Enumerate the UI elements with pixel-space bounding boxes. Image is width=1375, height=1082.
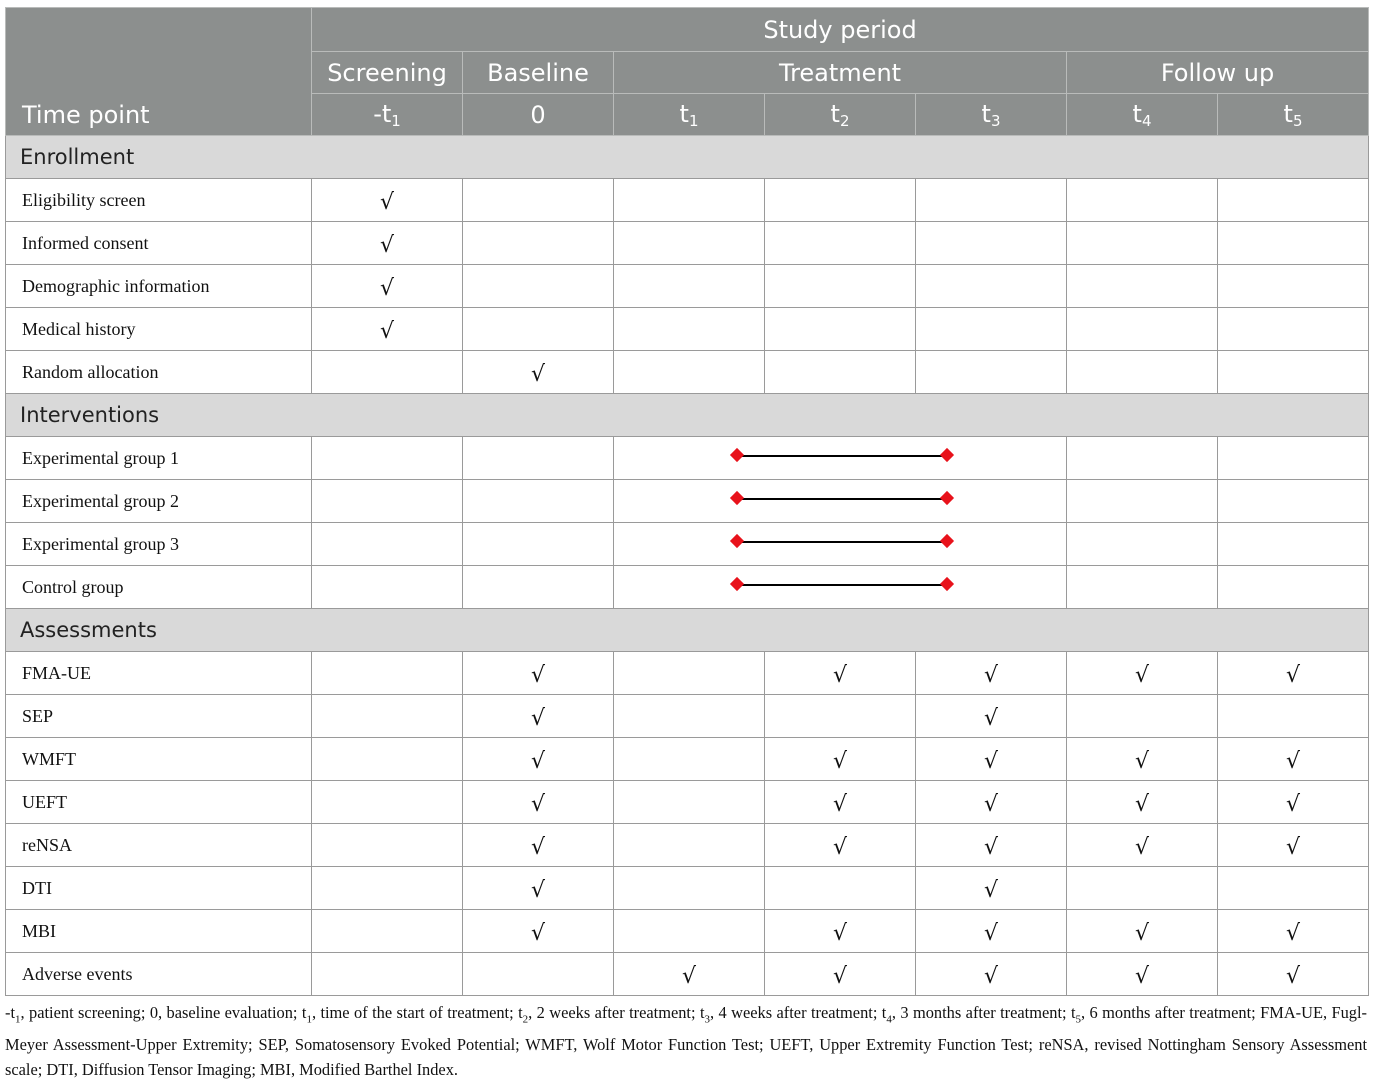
span-start-diamond-icon [730,534,744,548]
schedule-cell [1067,738,1218,781]
section-assessments [6,609,1369,652]
row-label: Control group [6,566,312,609]
schedule-cell [1218,824,1369,867]
table-row [6,781,1369,824]
schedule-cell [463,480,614,523]
time-point-label: t [1132,99,1142,128]
schedule-cell [1067,867,1218,910]
time-point-label: -t [373,99,392,128]
check-mark-icon: √ [530,877,546,903]
schedule-cell [1218,179,1369,222]
time-point-header: Time point [6,8,312,136]
check-mark-icon: √ [983,748,999,774]
schedule-cell [463,824,614,867]
row-label: MBI [6,910,312,953]
schedule-cell [312,781,463,824]
footnote-subscript: 3 [704,1013,710,1026]
check-mark-icon: √ [983,920,999,946]
schedule-cell [765,867,916,910]
table-row [6,953,1369,996]
schedule-cell [312,308,463,351]
table-row [6,265,1369,308]
schedule-cell [1067,652,1218,695]
table-row [6,738,1369,781]
footnote-text: , time of the start of treatment; t [311,1003,523,1022]
span-start-diamond-icon [730,448,744,462]
schedule-cell [916,265,1067,308]
schedule-cell [312,566,463,609]
schedule-cell [463,910,614,953]
table-row [6,566,1369,609]
table-row [6,308,1369,351]
schedule-cell [1067,265,1218,308]
time-point-col-5 [1067,94,1218,136]
schedule-cell [614,867,765,910]
schedule-cell [916,652,1067,695]
schedule-cell [614,351,765,394]
check-mark-icon: √ [832,920,848,946]
check-mark-icon: √ [379,318,395,344]
row-label: Informed consent [6,222,312,265]
schedule-cell [312,265,463,308]
footnote-text: , 4 weeks after treatment; t [710,1003,887,1022]
check-mark-icon: √ [1134,662,1150,688]
schedule-cell [916,351,1067,394]
table-row [6,867,1369,910]
schedule-cell [614,781,765,824]
time-point-col-3 [765,94,916,136]
check-mark-icon: √ [1286,791,1301,817]
check-mark-icon: √ [983,791,999,817]
check-mark-icon: √ [983,963,999,989]
span-end-diamond-icon [940,491,954,505]
row-label: Experimental group 1 [6,437,312,480]
table-row [6,652,1369,695]
schedule-cell [1218,351,1369,394]
time-point-label: t [1283,99,1293,128]
time-point-subscript: 1 [391,111,401,130]
schedule-cell [765,308,916,351]
schedule-cell [614,265,765,308]
time-point-subscript: 1 [688,111,699,130]
check-mark-icon: √ [832,662,848,688]
schedule-cell [463,867,614,910]
span-start-diamond-icon [730,491,744,505]
check-mark-icon: √ [530,748,546,774]
row-label: Medical history [6,308,312,351]
section-title: Assessments [6,609,1369,652]
schedule-cell [614,953,765,996]
schedule-cell [463,179,614,222]
schedule-cell [916,179,1067,222]
check-mark-icon: √ [379,275,395,301]
table-row [6,695,1369,738]
check-mark-icon: √ [1286,662,1301,688]
check-mark-icon: √ [379,189,395,215]
check-mark-icon: √ [1134,791,1150,817]
table-header [6,8,1369,136]
time-point-col-2 [614,94,765,136]
schedule-cell [312,953,463,996]
study-schedule-table [5,7,1369,996]
footnote-subscript: 1 [306,1013,312,1026]
table-row [6,480,1369,523]
schedule-cell [1218,566,1369,609]
table-body [6,136,1369,996]
check-mark-icon: √ [681,963,697,989]
schedule-cell [1218,480,1369,523]
study-period-header: Study period [312,8,1369,52]
footnote-text: , 6 months after treatment; FMA-UE, Fugl-Meyer Assessment-Upper Extremity; SEP, Somatosensory Evoked Potential; WMFT, Wolf Motor Function Test; UEFT, Upper Extremity Function Test; reNSA, revised Nottingham Sensory Assessment scale; DTI, Diffusion Tensor Imaging; MBI, Modified Barthel Index. [5,1003,1368,1080]
schedule-cell [463,437,614,480]
check-mark-icon: √ [1134,834,1150,860]
table-row [6,437,1369,480]
schedule-cell [312,179,463,222]
table-row [6,179,1369,222]
schedule-cell [463,222,614,265]
footnote-text: , 2 weeks after treatment; t [528,1003,705,1022]
check-mark-icon: √ [983,877,999,903]
schedule-cell [765,652,916,695]
schedule-cell [312,523,463,566]
schedule-cell [916,910,1067,953]
schedule-cell [1218,695,1369,738]
table-row [6,222,1369,265]
check-mark-icon: √ [1134,963,1150,989]
footnote-subscript: 5 [1075,1013,1082,1026]
schedule-cell [463,738,614,781]
footnote-subscript: 2 [522,1013,529,1026]
row-label: Demographic information [6,265,312,308]
schedule-cell [1218,222,1369,265]
time-point-label: t [981,99,991,128]
time-point-label: 0 [530,100,546,129]
schedule-cell [1218,652,1369,695]
footnote-text: , 3 months after treatment; t [891,1003,1076,1022]
time-point-col-1 [463,94,614,136]
check-mark-icon: √ [1286,920,1301,946]
span-end-diamond-icon [940,448,954,462]
schedule-cell [1067,566,1218,609]
schedule-cell [312,867,463,910]
check-mark-icon: √ [832,791,848,817]
time-point-label: t [679,99,689,128]
phase-screening: Screening [312,52,463,94]
schedule-cell [916,953,1067,996]
schedule-cell [614,308,765,351]
schedule-cell [312,351,463,394]
schedule-cell [765,953,916,996]
schedule-cell [1067,781,1218,824]
schedule-cell [916,308,1067,351]
schedule-cell [1067,910,1218,953]
check-mark-icon: √ [530,705,546,731]
schedule-cell [312,910,463,953]
table-row [6,910,1369,953]
check-mark-icon: √ [983,662,999,688]
check-mark-icon: √ [832,748,848,774]
treatment-span-cell [614,566,1067,609]
treatment-span-cell [614,480,1067,523]
schedule-cell [1067,308,1218,351]
check-mark-icon: √ [832,963,848,989]
check-mark-icon: √ [1286,748,1301,774]
schedule-cell [1218,523,1369,566]
treatment-duration-bar [737,455,947,457]
schedule-cell [312,480,463,523]
phase-baseline: Baseline [463,52,614,94]
schedule-cell [765,222,916,265]
schedule-cell [312,695,463,738]
schedule-cell [916,738,1067,781]
schedule-cell [1067,222,1218,265]
schedule-cell [614,652,765,695]
check-mark-icon: √ [530,662,546,688]
schedule-cell [1218,738,1369,781]
row-label: Experimental group 3 [6,523,312,566]
footnote-subscript: 4 [886,1013,892,1026]
schedule-cell [1067,480,1218,523]
schedule-cell [1218,781,1369,824]
schedule-cell [1067,179,1218,222]
schedule-cell [614,179,765,222]
schedule-table-container [5,7,1369,996]
schedule-cell [312,222,463,265]
time-point-col-0 [312,94,463,136]
phase-follow-up: Follow up [1067,52,1369,94]
schedule-cell [463,523,614,566]
schedule-cell [614,824,765,867]
schedule-cell [463,695,614,738]
time-point-subscript: 3 [990,111,1001,130]
schedule-cell [1218,308,1369,351]
schedule-cell [312,437,463,480]
time-point-subscript: 5 [1292,111,1303,130]
check-mark-icon: √ [1286,834,1301,860]
schedule-cell [1067,351,1218,394]
check-mark-icon: √ [1134,748,1150,774]
row-label: UEFT [6,781,312,824]
schedule-cell [765,738,916,781]
schedule-cell [765,910,916,953]
table-row [6,523,1369,566]
time-point-subscript: 4 [1141,111,1152,130]
section-interventions [6,394,1369,437]
schedule-cell [614,222,765,265]
schedule-cell [765,695,916,738]
schedule-cell [614,738,765,781]
table-row [6,351,1369,394]
row-label: reNSA [6,824,312,867]
schedule-cell [1218,867,1369,910]
section-title: Interventions [6,394,1369,437]
span-end-diamond-icon [940,577,954,591]
schedule-cell [916,222,1067,265]
treatment-span-cell [614,437,1067,480]
table-footnote [5,1000,1367,1082]
span-start-diamond-icon [730,577,744,591]
phase-treatment: Treatment [614,52,1067,94]
check-mark-icon: √ [530,834,546,860]
section-enrollment [6,136,1369,179]
treatment-span-cell [614,523,1067,566]
schedule-cell [463,566,614,609]
treatment-duration-bar [737,584,947,586]
row-label: Random allocation [6,351,312,394]
schedule-cell [1067,523,1218,566]
check-mark-icon: √ [530,920,546,946]
row-label: Experimental group 2 [6,480,312,523]
footnote-text: , patient screening; 0, baseline evaluation; t [20,1003,307,1022]
schedule-cell [1218,910,1369,953]
schedule-cell [765,351,916,394]
schedule-cell [312,738,463,781]
span-end-diamond-icon [940,534,954,548]
schedule-cell [312,824,463,867]
schedule-cell [1067,953,1218,996]
schedule-cell [765,265,916,308]
footnote-text: -t [5,1003,16,1022]
treatment-duration-bar [737,541,947,543]
row-label: DTI [6,867,312,910]
schedule-cell [614,910,765,953]
schedule-cell [312,652,463,695]
schedule-cell [463,652,614,695]
time-point-col-4 [916,94,1067,136]
schedule-cell [1067,437,1218,480]
footnote-subscript: 1 [15,1013,21,1026]
row-label: WMFT [6,738,312,781]
check-mark-icon: √ [1286,963,1301,989]
check-mark-icon: √ [379,232,395,258]
schedule-cell [463,308,614,351]
row-label: SEP [6,695,312,738]
schedule-cell [1218,437,1369,480]
row-label: Eligibility screen [6,179,312,222]
check-mark-icon: √ [832,834,848,860]
schedule-cell [1067,695,1218,738]
check-mark-icon: √ [530,361,546,387]
check-mark-icon: √ [983,705,999,731]
check-mark-icon: √ [983,834,999,860]
check-mark-icon: √ [1134,920,1150,946]
schedule-cell [765,824,916,867]
schedule-cell [916,695,1067,738]
time-point-col-6 [1218,94,1369,136]
time-point-subscript: 2 [839,111,850,130]
table-row [6,824,1369,867]
schedule-cell [916,867,1067,910]
row-label: Adverse events [6,953,312,996]
schedule-cell [614,695,765,738]
schedule-cell [916,824,1067,867]
schedule-cell [765,781,916,824]
schedule-cell [463,351,614,394]
check-mark-icon: √ [530,791,546,817]
schedule-cell [463,781,614,824]
schedule-cell [463,953,614,996]
schedule-cell [1218,265,1369,308]
row-label: FMA-UE [6,652,312,695]
schedule-cell [1218,953,1369,996]
time-point-label: t [830,99,840,128]
schedule-cell [463,265,614,308]
schedule-cell [1067,824,1218,867]
schedule-cell [765,179,916,222]
section-title: Enrollment [6,136,1369,179]
treatment-duration-bar [737,498,947,500]
schedule-cell [916,781,1067,824]
